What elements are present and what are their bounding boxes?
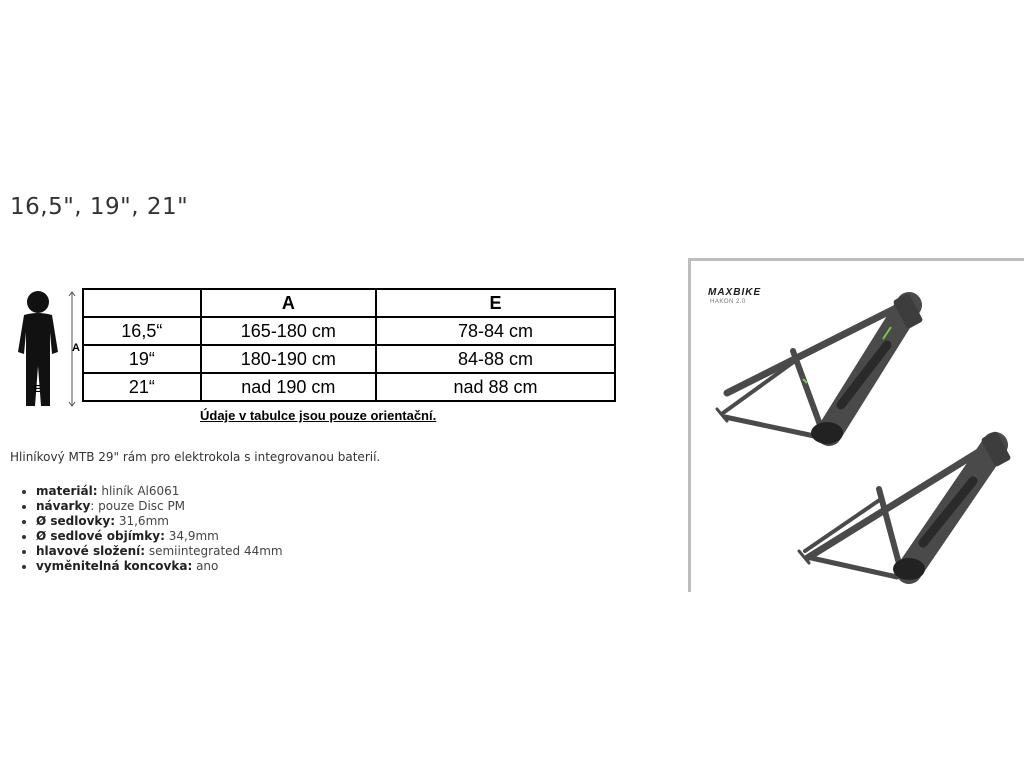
size-chart xyxy=(10,284,622,430)
spec-value: semiintegrated 44mm xyxy=(145,544,283,558)
spec-list xyxy=(16,484,283,574)
sizes-heading: 16,5", 19", 21" xyxy=(10,194,189,220)
list-item xyxy=(36,514,283,529)
bike-frame-upper xyxy=(717,303,909,437)
spec-key: Ø sedlové objímky: xyxy=(36,529,165,543)
list-item xyxy=(36,484,283,499)
cell-height-a: 180-190 cm xyxy=(201,345,376,373)
dimension-label-e: E xyxy=(34,384,41,395)
cell-height-a: nad 190 cm xyxy=(201,373,376,401)
cell-frame-size: 19“ xyxy=(83,345,201,373)
table-header-row xyxy=(83,289,615,317)
cell-inseam-e: nad 88 cm xyxy=(376,373,615,401)
spec-value: hliník Al6061 xyxy=(97,484,180,498)
table-note: Údaje v tabulce jsou pouze orientační. xyxy=(200,408,437,423)
list-item xyxy=(36,544,283,559)
product-description: Hliníkový MTB 29" rám pro elektrokola s integrovanou baterií. xyxy=(10,450,381,464)
product-image[interactable] xyxy=(688,258,1024,592)
spec-key: materiál: xyxy=(36,484,98,498)
spec-value: 31,6mm xyxy=(115,514,169,528)
spec-key: návarky xyxy=(36,499,91,513)
header-e: E xyxy=(376,289,615,317)
list-item xyxy=(36,559,283,574)
header-size xyxy=(83,289,201,317)
bike-frame-lower xyxy=(799,443,995,577)
cell-height-a: 165-180 cm xyxy=(201,317,376,345)
dimension-label-a: A xyxy=(72,342,80,354)
spec-key: vyměnitelná koncovka: xyxy=(36,559,193,573)
cell-frame-size: 21“ xyxy=(83,373,201,401)
list-item xyxy=(36,529,283,544)
spec-value: ano xyxy=(192,559,219,573)
spec-key: Ø sedlovky: xyxy=(36,514,116,528)
cell-inseam-e: 78-84 cm xyxy=(376,317,615,345)
brand-logo: MAXBIKE xyxy=(708,287,762,298)
spec-value: : pouze Disc PM xyxy=(90,499,186,513)
list-item xyxy=(36,499,283,514)
model-name: HAKON 2.0 xyxy=(710,299,746,305)
table-row xyxy=(83,345,615,373)
bike-frames-illustration xyxy=(691,261,1024,592)
size-table xyxy=(82,288,616,402)
table-row xyxy=(83,373,615,401)
table-row xyxy=(83,317,615,345)
cell-inseam-e: 84-88 cm xyxy=(376,345,615,373)
spec-key: hlavové složení: xyxy=(36,544,146,558)
header-a: A xyxy=(201,289,376,317)
cell-frame-size: 16,5“ xyxy=(83,317,201,345)
spec-value: 34,9mm xyxy=(164,529,219,543)
